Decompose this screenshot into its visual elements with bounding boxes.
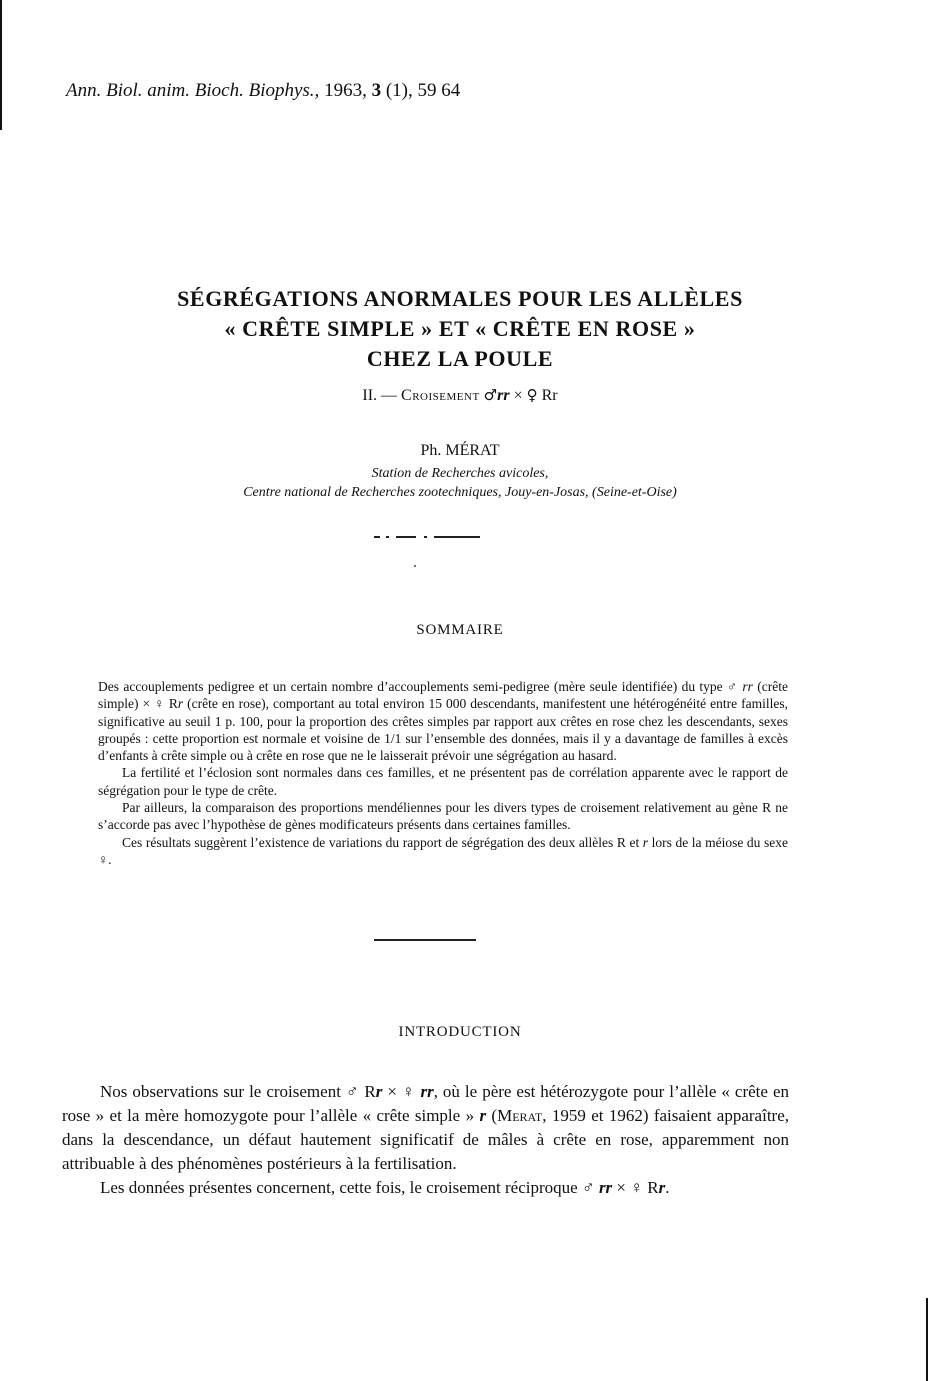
paper-title bbox=[60, 284, 860, 374]
citation-journal: Ann. Biol. anim. Bioch. Biophys., bbox=[66, 80, 320, 101]
reference-author: Merat bbox=[497, 1106, 543, 1125]
title-line-1: SÉGRÉGATIONS ANORMALES POUR LES ALLÈLES bbox=[177, 286, 743, 311]
summary-paragraph-3: Par ailleurs, la comparaison des proportions mendéliennes pour les divers types de croisement relativement au gène R ne s’accorde pas avec l’hypothèse de gènes modificateurs présents dans certaines familles. bbox=[98, 800, 788, 833]
female-symbol-icon: ♀ bbox=[526, 386, 538, 404]
citation-pages: 59 64 bbox=[417, 80, 461, 101]
subtitle-male-genotype: rr bbox=[497, 387, 510, 404]
citation-volume: 3 bbox=[371, 80, 382, 101]
summary-paragraph-2: La fertilité et l’éclosion sont normales dans ces familles, et ne présentent pas de corrélation apparente avec le rapport de ségrégation pour le type de crête. bbox=[98, 765, 788, 798]
affiliation-line-1: Station de Recherches avicoles, bbox=[371, 466, 549, 481]
introduction-heading: INTRODUCTION bbox=[398, 1024, 522, 1040]
times-sign: × bbox=[513, 387, 523, 404]
summary-text bbox=[98, 678, 788, 868]
introduction-paragraph-1: Nos observations sur le croisement ♂ Rr × ♀ rr, où le père est hétérozygote pour l’allèle « crête en rose » et la mère homozygote pour l’allèle « crête simple » r (Merat, 1959 et 1962) faisaient apparaître, dans la descendance, un défaut hautement significatif de mâles à crête en rose, apparemment non attribuable à des phénomènes postérieurs à la fertilisation. bbox=[62, 1082, 789, 1173]
paper-subtitle bbox=[60, 386, 860, 405]
subtitle-female-genotype: Rr bbox=[541, 387, 558, 404]
subtitle-part-number: II. — bbox=[362, 387, 398, 404]
citation-year: 1963, bbox=[324, 80, 367, 101]
author-affiliation bbox=[60, 464, 860, 502]
scan-edge-left bbox=[0, 0, 2, 130]
title-line-2: « CRÊTE SIMPLE » ET « CRÊTE EN ROSE » bbox=[224, 316, 696, 341]
journal-citation bbox=[66, 80, 460, 102]
affiliation-line-2: Centre national de Recherches zootechniques, Jouy-en-Josas, (Seine-et-Oise) bbox=[243, 485, 677, 500]
summary-heading: SOMMAIRE bbox=[416, 622, 504, 638]
scan-edge-right bbox=[926, 1298, 928, 1381]
male-symbol-icon: ♂ bbox=[483, 386, 498, 404]
author-name: Ph. MÉRAT bbox=[420, 442, 500, 459]
title-line-3: CHEZ LA POULE bbox=[366, 346, 554, 371]
introduction-text bbox=[62, 1080, 789, 1200]
summary-paragraph-4: Ces résultats suggèrent l’existence de variations du rapport de ségrégation des deux allèles R et r lors de la méiose du sexe ♀. bbox=[98, 834, 789, 867]
subtitle-label: Croisement bbox=[401, 387, 480, 404]
introduction-paragraph-2: Les données présentes concernent, cette fois, le croisement réciproque ♂ rr × ♀ Rr. bbox=[100, 1178, 670, 1197]
scan-dot bbox=[414, 565, 416, 567]
citation-issue: (1), bbox=[385, 80, 413, 101]
section-rule bbox=[374, 939, 476, 941]
summary-paragraph-1: Des accouplements pedigree et un certain nombre d’accouplements semi-pedigree (mère seule identifiée) du type ♂ rr (crête simple) × ♀ Rr (crête en rose), comportant au total environ 15 000 descendants, manifestent une hétérogénéité entre familles, significative au seuil 1 p. 100, pour la proportion des crêtes simples par rapport aux crêtes en rose chez les descendants, sexes groupés : cette proportion est normale et voisine de 1/1 sur l’ensemble des données, mais il y a davantage de familles à excès d’enfants à crête simple ou à crête en rose que ne le laisserait prévoir une ségrégation au hasard. bbox=[98, 679, 788, 764]
dash-separator bbox=[374, 536, 480, 538]
